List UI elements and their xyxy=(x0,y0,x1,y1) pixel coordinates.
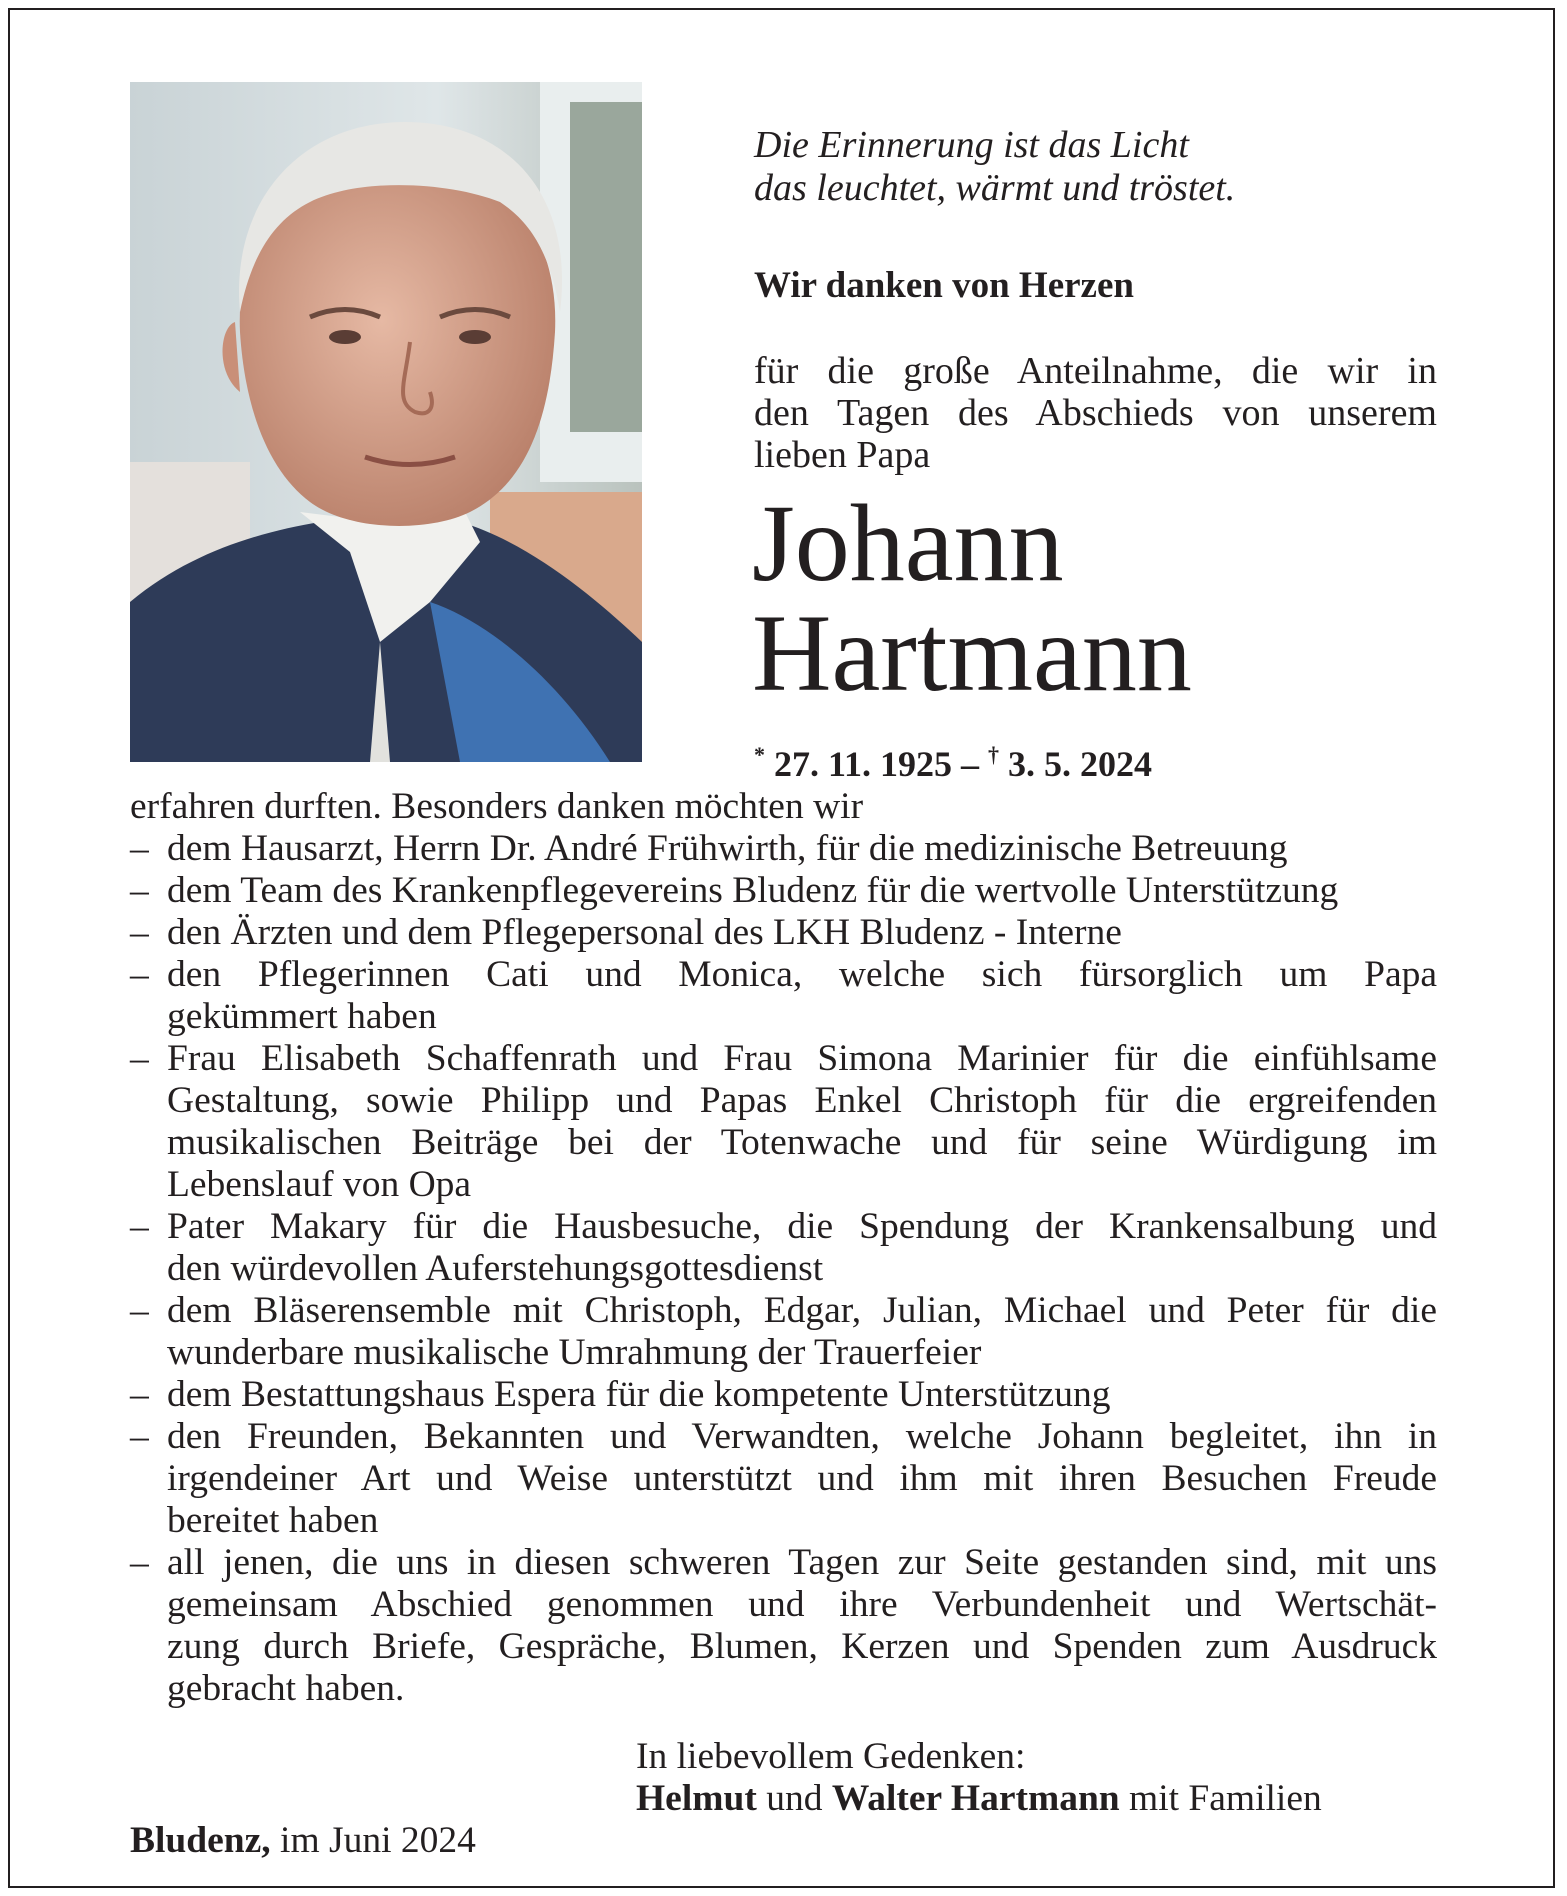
thanks-item xyxy=(130,1542,1437,1710)
signer-and: und xyxy=(766,1778,823,1819)
intro-line-2: den Tagen des Abschieds von unserem xyxy=(754,392,1437,434)
thanks-item-line: – dem Bläserensemble mit Christoph, Edgar, Julian, Michael und Peter für die xyxy=(167,1290,1437,1331)
thanks-item xyxy=(130,1416,1437,1542)
closing-line: In liebevollem Gedenken: xyxy=(636,1736,1026,1777)
thanks-heading: Wir danken von Herzen xyxy=(754,265,1134,306)
thanks-item-line: Gestaltung, sowie Philipp und Papas Enkel Christoph für die ergreifenden xyxy=(167,1080,1437,1121)
thanks-item-line: irgendeiner Art und Weise unterstützt und ihm mit ihren Besuchen Freude xyxy=(167,1458,1437,1499)
deceased-name xyxy=(752,482,1192,714)
birth-symbol: * xyxy=(754,742,765,767)
thanks-item xyxy=(130,954,1437,1038)
quote-line-1: Die Erinnerung ist das Licht xyxy=(754,124,1189,166)
intro-paragraph xyxy=(754,350,1437,476)
thanks-item-line: – Frau Elisabeth Schaffenrath und Frau Simona Marinier für die einfühlsame xyxy=(167,1038,1437,1079)
thanks-item-line: – Pater Makary für die Hausbesuche, die Spendung der Krankensalbung und xyxy=(167,1206,1437,1247)
signer-name-1: Helmut xyxy=(636,1778,757,1819)
thanks-item xyxy=(130,1374,1437,1416)
death-symbol: † xyxy=(988,742,1000,767)
thanks-lead: erfahren durften. Besonders danken möchten wir xyxy=(130,786,864,827)
thanks-item xyxy=(130,1206,1437,1290)
place-date: im Juni 2024 xyxy=(280,1820,476,1861)
thanks-item-line: – dem Bestattungshaus Espera für die kompetente Unterstützung xyxy=(167,1374,1111,1415)
thanks-item-line: gemeinsam Abschied genommen und ihre Verbundenheit und Wertschät- xyxy=(167,1584,1437,1625)
thanks-item xyxy=(130,828,1437,870)
thanks-item xyxy=(130,1290,1437,1374)
signer-name-2: Walter Hartmann xyxy=(831,1778,1120,1819)
intro-line-3: lieben Papa xyxy=(754,434,931,476)
thanks-item-line: gebracht haben. xyxy=(167,1668,405,1709)
thanks-item xyxy=(130,912,1437,954)
date-separator: – xyxy=(961,744,980,784)
thanks-item-line: – den Pflegerinnen Cati und Monica, welche sich fürsorglich um Papa xyxy=(167,954,1437,995)
portrait-photo xyxy=(130,82,642,762)
thanks-item-line: Lebenslauf von Opa xyxy=(167,1164,472,1205)
intro-line-1: für die große Anteilnahme, die wir in xyxy=(754,350,1437,392)
thanks-item-line: gekümmert haben xyxy=(167,996,437,1037)
thanks-item-line: bereitet haben xyxy=(167,1500,379,1541)
thanks-item-line: – den Ärzten und dem Pflegepersonal des LKH Bludenz - Interne xyxy=(167,912,1122,953)
thanks-item xyxy=(130,870,1437,912)
deceased-first-name: Johann xyxy=(752,482,1064,604)
thanks-item-line: – dem Team des Krankenpflegevereins Bludenz für die wertvolle Unterstützung xyxy=(167,870,1339,911)
thanks-item-line: – den Freunden, Bekannten und Verwandten, welche Johann begleitet, ihn in xyxy=(167,1416,1437,1457)
life-dates xyxy=(754,733,1152,786)
thanks-item-line: zung durch Briefe, Gespräche, Blumen, Kerzen und Spenden zum Ausdruck xyxy=(167,1626,1437,1667)
deceased-last-name: Hartmann xyxy=(752,592,1192,714)
birth-date: 27. 11. 1925 xyxy=(774,744,953,784)
portrait-illustration xyxy=(130,82,642,762)
thanks-body xyxy=(130,786,1437,1710)
thanks-item-line: – all jenen, die uns in diesen schweren Tagen zur Seite gestanden sind, mit uns xyxy=(167,1542,1437,1583)
memorial-quote xyxy=(754,124,1454,210)
thanks-list xyxy=(130,828,1437,1710)
thanks-item-line: wunderbare musikalische Umrahmung der Trauerfeier xyxy=(167,1332,982,1373)
thanks-item-line: den würdevollen Auferstehungsgottesdienst xyxy=(167,1248,824,1289)
signers xyxy=(636,1778,1437,1820)
quote-line-2: das leuchtet, wärmt und tröstet. xyxy=(754,167,1236,209)
thanks-item-line: musikalischen Beiträge bei der Totenwache und für seine Würdigung im xyxy=(167,1122,1437,1163)
place-city: Bludenz, xyxy=(130,1820,271,1861)
death-date: 3. 5. 2024 xyxy=(1008,744,1153,784)
thanks-item-line: – dem Hausarzt, Herrn Dr. André Frühwirth, für die medizinische Betreuung xyxy=(167,828,1288,869)
thanks-item xyxy=(130,1038,1437,1206)
signer-suffix: mit Familien xyxy=(1129,1778,1322,1819)
place-and-date xyxy=(130,1820,476,1862)
